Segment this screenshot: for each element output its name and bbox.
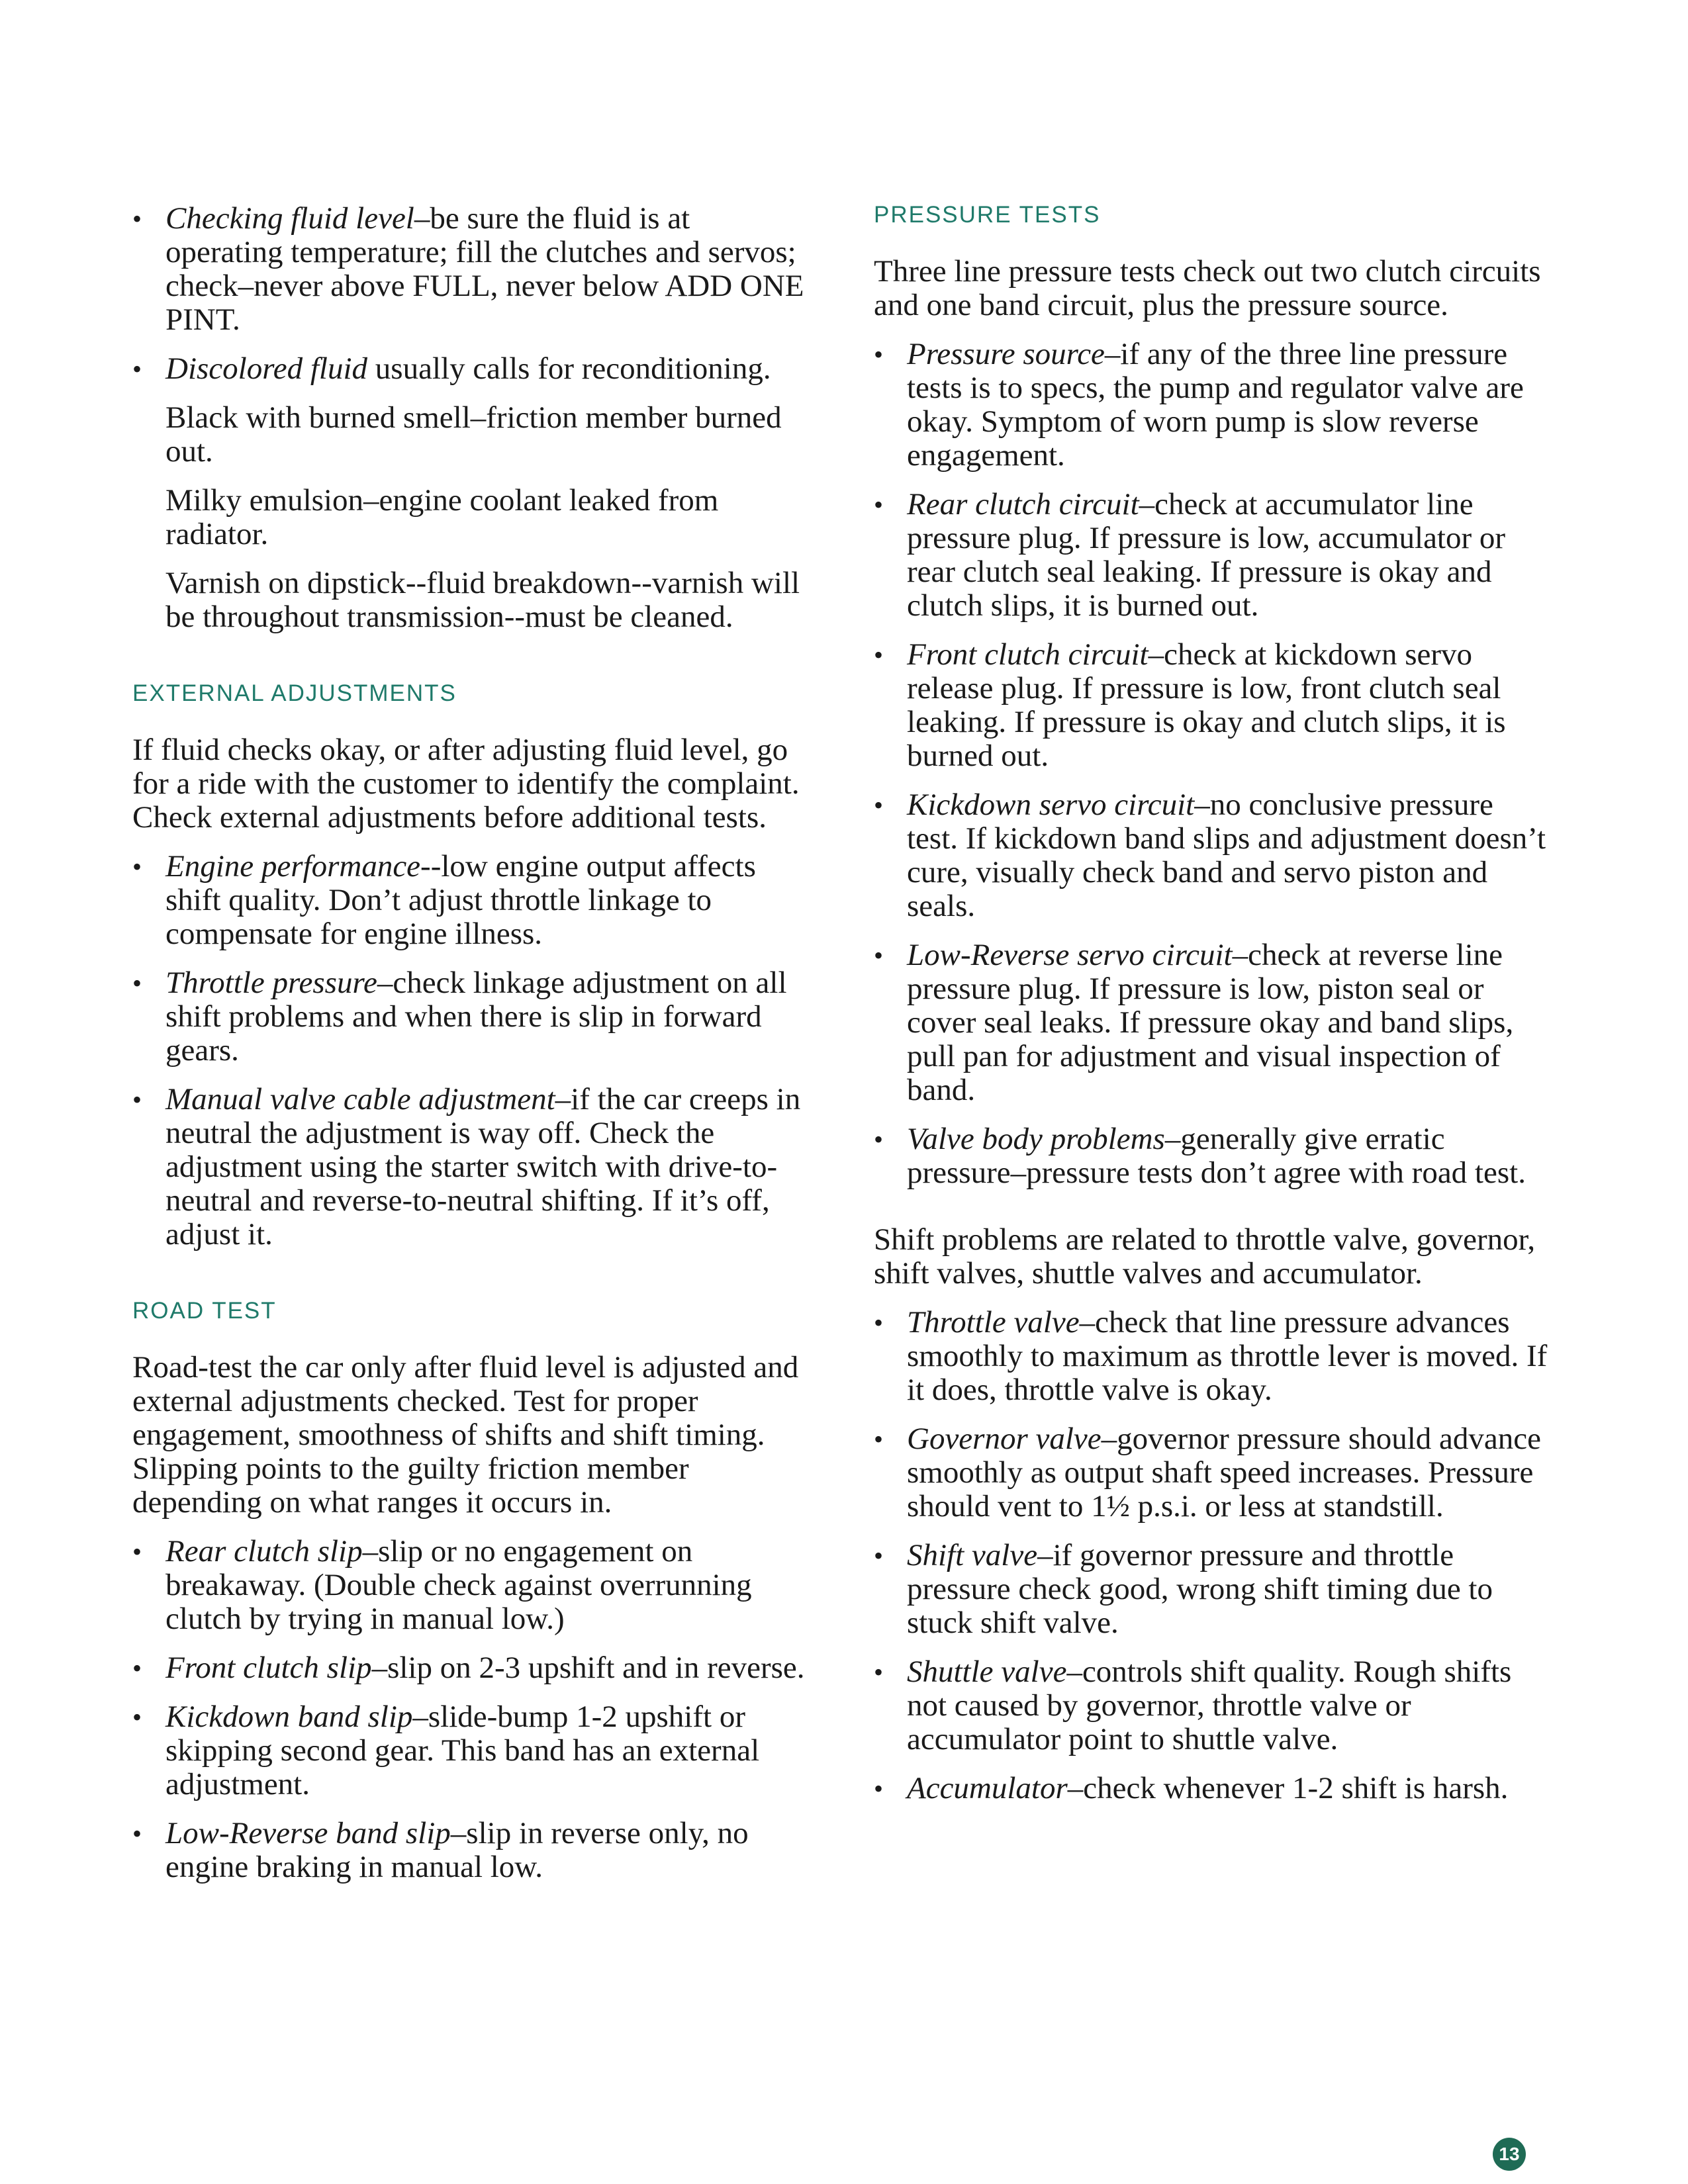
right-column (874, 202, 1549, 1821)
bullet-icon: • (874, 1124, 884, 1154)
fluid-list (132, 202, 808, 386)
list-item (874, 1422, 1549, 1524)
item-text: –controls shift quality. Rough shifts not caused by governor, throttle valve or accumulator point to shuttle valve. (907, 1655, 1512, 1756)
external-list (132, 850, 808, 1251)
item-text: –check linkage adjustment on all shift problems and when there is slip in forward gears. (165, 966, 787, 1068)
item-text: --low engine output affects shift quality. Don’t adjust throttle linkage to compensate for engine illness. (165, 849, 756, 951)
bullet-icon: • (874, 1657, 884, 1687)
bullet-icon: • (132, 1819, 142, 1848)
shift-intro: Shift problems are related to throttle valve, governor, shift valves, shuttle valves and accumulator. (874, 1222, 1536, 1291)
page-number: 13 (1493, 2138, 1526, 2171)
item-text: –be sure the fluid is at operating temperature; fill the clutches and servos; check–never above FULL, never below ADD ONE PINT. (165, 201, 804, 337)
item-text: –slip in reverse only, no engine braking in manual low. (165, 1816, 749, 1884)
list-item (874, 338, 1549, 473)
item-text: –check at accumulator line pressure plug. If pressure is low, accumulator or rear clutch seal leaking. If pressure is okay and clutch slips, it is burned out. (907, 487, 1506, 623)
list-item (132, 1535, 808, 1636)
item-term: Throttle valve (907, 1305, 1080, 1340)
item-text: –generally give erratic pressure–pressure tests don’t agree with road test. (907, 1122, 1526, 1190)
item-text: –if governor pressure and throttle pressure check good, wrong shift timing due to stuck shift valve. (907, 1538, 1493, 1640)
bullet-icon: • (874, 790, 884, 820)
section-heading-pressure-tests: PRESSURE TESTS (874, 202, 1101, 228)
bullet-icon: • (132, 852, 142, 882)
item-text: –check whenever 1-2 shift is harsh. (1067, 1771, 1509, 1805)
bullet-icon: • (132, 1653, 142, 1683)
item-term: Kickdown band slip (165, 1700, 413, 1734)
item-term: Rear clutch slip (165, 1534, 363, 1569)
fluid-note: Milky emulsion–engine coolant leaked from radiator. (165, 483, 719, 551)
bullet-icon: • (132, 1702, 142, 1732)
item-term: Pressure source (907, 337, 1105, 371)
list-item (874, 1655, 1549, 1756)
item-text: –slip or no engagement on breakaway. (Double check against overrunning clutch by trying in manual low.) (165, 1534, 752, 1636)
bullet-icon: • (874, 940, 884, 970)
bullet-icon: • (132, 204, 142, 234)
section-intro: Road-test the car only after fluid level is adjusted and external adjustments checked. Test for proper engagement, smoothness of shifts and shift timing. Slipping points to the guilty friction member depending on what ranges it occurs in. (132, 1350, 799, 1520)
item-term: Accumulator (907, 1771, 1068, 1805)
bullet-icon: • (874, 1541, 884, 1570)
list-item (132, 966, 808, 1068)
item-term: Shuttle valve (907, 1655, 1067, 1689)
bullet-icon: • (132, 968, 142, 998)
item-text: –no conclusive pressure test. If kickdown band slips and adjustment doesn’t cure, visually check band and servo piston and seals. (907, 788, 1546, 923)
item-term: Governor valve (907, 1422, 1102, 1456)
bullet-icon: • (874, 490, 884, 520)
item-term: Checking fluid level (165, 201, 414, 236)
item-term: Discolored fluid (165, 351, 368, 386)
list-item (132, 1083, 808, 1251)
pressure-list (874, 338, 1549, 1190)
item-text: –if the car creeps in neutral the adjustment is way off. Check the adjustment using the starter switch with drive-to-neutral and reverse-to-neutral shifting. If it’s off, adjust it. (165, 1082, 801, 1251)
left-column (132, 202, 808, 1899)
item-term: Front clutch circuit (907, 637, 1149, 672)
bullet-icon: • (132, 354, 142, 384)
bullet-icon: • (132, 1085, 142, 1115)
fluid-note: Black with burned smell–friction member burned out. (165, 400, 782, 469)
item-term: Kickdown servo circuit (907, 788, 1195, 822)
item-term: Low-Reverse band slip (165, 1816, 451, 1850)
list-item (874, 1772, 1549, 1805)
list-item (874, 1306, 1549, 1407)
section-heading-road-test: ROAD TEST (132, 1298, 277, 1324)
list-item (874, 638, 1549, 773)
list-item (132, 202, 808, 337)
item-text: –if any of the three line pressure tests is to specs, the pump and regulator valve are okay. Symptom of worn pump is slow reverse engagement. (907, 337, 1524, 473)
list-item (874, 1122, 1549, 1190)
list-item (874, 488, 1549, 623)
list-item (132, 1700, 808, 1801)
item-text: –slip on 2-3 upshift and in reverse. (371, 1651, 805, 1685)
section-intro: Three line pressure tests check out two clutch circuits and one band circuit, plus the pressure source. (874, 254, 1541, 322)
list-item (132, 1651, 808, 1685)
section-heading-external: EXTERNAL ADJUSTMENTS (132, 680, 457, 706)
item-term: Shift valve (907, 1538, 1038, 1572)
bullet-icon: • (874, 640, 884, 670)
bullet-icon: • (874, 340, 884, 369)
item-text: –check that line pressure advances smoothly to maximum as throttle lever is moved. If it does, throttle valve is okay. (907, 1305, 1548, 1407)
bullet-icon: • (874, 1774, 884, 1803)
item-term: Engine performance (165, 849, 421, 884)
item-term: Front clutch slip (165, 1651, 372, 1685)
bullet-icon: • (874, 1424, 884, 1454)
list-item (132, 1817, 808, 1884)
section-intro: If fluid checks okay, or after adjusting fluid level, go for a ride with the customer to identify the complaint. Check external adjustments before additional tests. (132, 733, 800, 835)
list-item (132, 850, 808, 951)
fluid-note: Varnish on dipstick--fluid breakdown--varnish will be throughout transmission--must be cleaned. (165, 566, 800, 634)
item-text: –check at reverse line pressure plug. If pressure is low, piston seal or cover seal leaks. If pressure okay and band slips, pull pan for adjustment and visual inspection of band. (907, 938, 1514, 1107)
bullet-icon: • (874, 1308, 884, 1338)
item-term: Throttle pressure (165, 966, 377, 1000)
list-item (874, 1539, 1549, 1640)
list-item (874, 938, 1549, 1107)
item-text: –governor pressure should advance smoothly as output shaft speed increases. Pressure should vent to 1½ p.s.i. or less at standstill. (907, 1422, 1541, 1524)
list-item (132, 352, 808, 386)
list-item (874, 788, 1549, 923)
item-text: –slide-bump 1-2 upshift or skipping second gear. This band has an external adjustment. (165, 1700, 760, 1801)
item-term: Rear clutch circuit (907, 487, 1139, 522)
item-term: Low-Reverse servo circuit (907, 938, 1233, 972)
item-text: –check at kickdown servo release plug. If pressure is low, front clutch seal leaking. If pressure is okay and clutch slips, it is burned out. (907, 637, 1506, 773)
road-test-list (132, 1535, 808, 1884)
bullet-icon: • (132, 1537, 142, 1567)
shift-list (874, 1306, 1549, 1805)
item-term: Valve body problems (907, 1122, 1165, 1156)
item-text: usually calls for reconditioning. (367, 351, 771, 386)
item-term: Manual valve cable adjustment (165, 1082, 555, 1116)
